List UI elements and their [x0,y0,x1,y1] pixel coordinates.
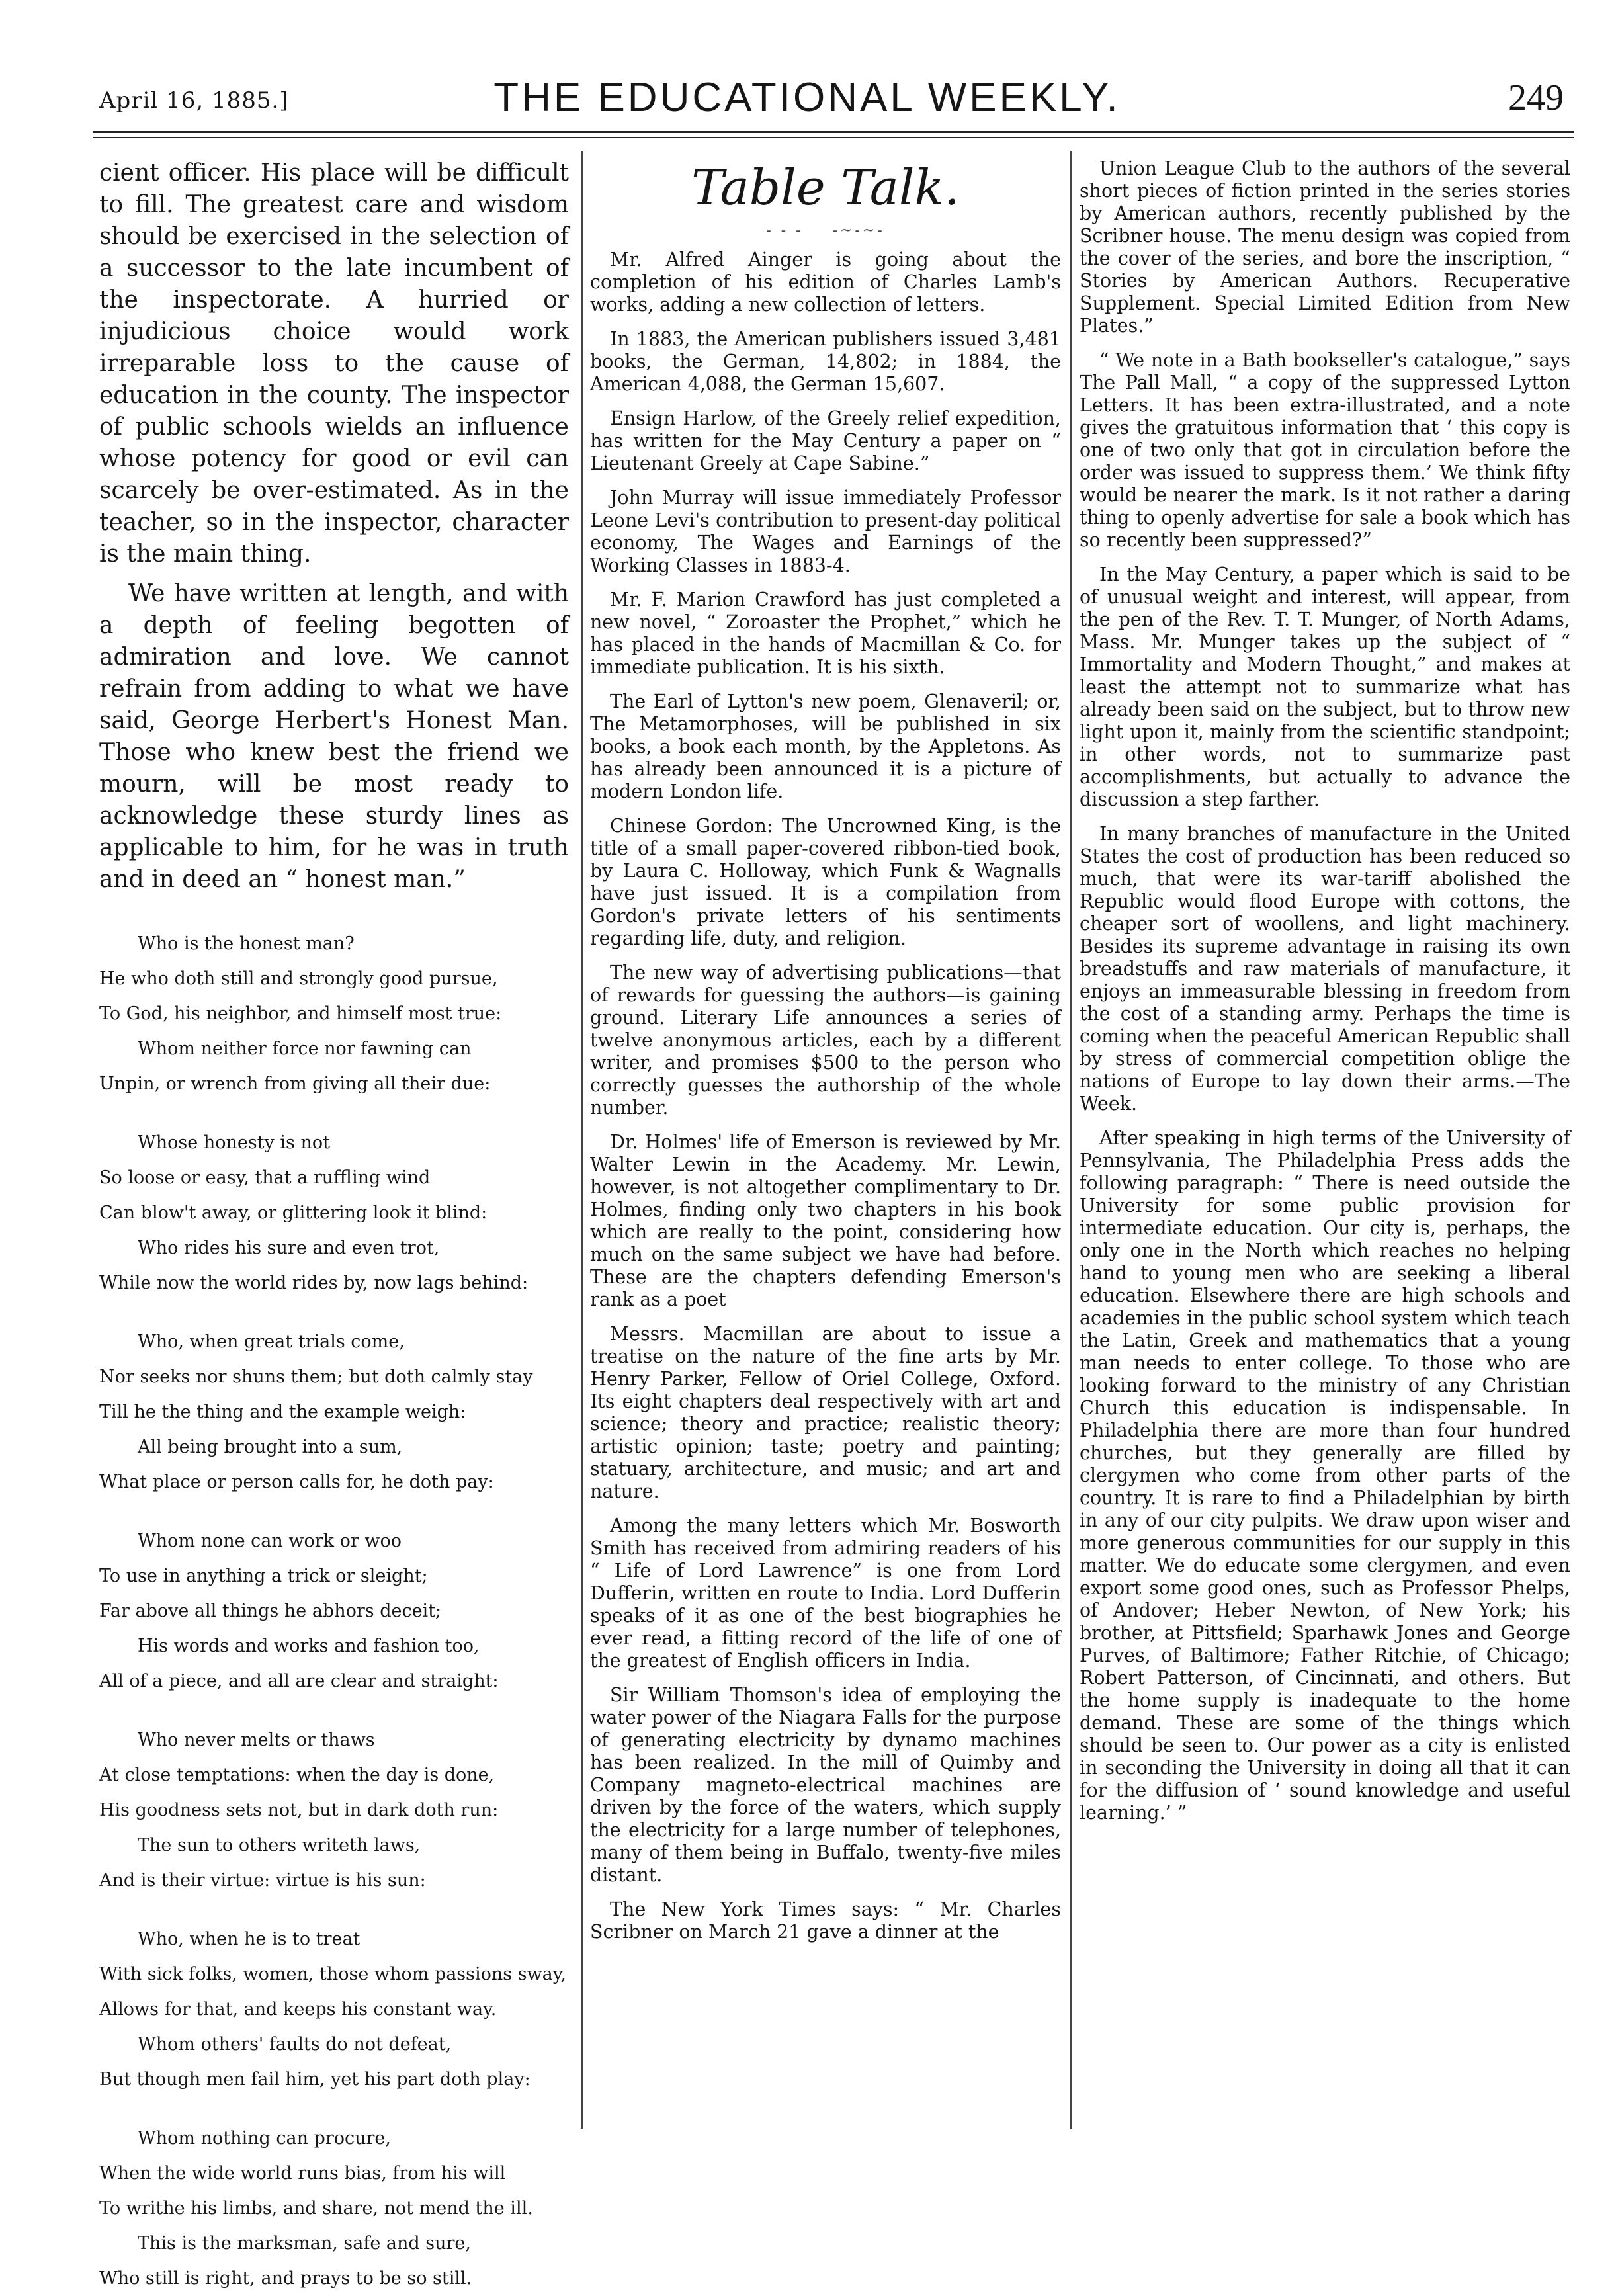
header-rule-thin [93,137,1574,138]
poem-line: But though men fail him, yet his part doth play: [99,2069,531,2090]
news-item: In 1883, the American publishers issued 3,481 books, the German, 14,802; in 1884, the American 4,088, the German 15,607. [590,328,1061,395]
article-paragraph: We have written at length, and with a depth of feeling begotten of admiration and love. We cannot refrain from adding to what we have said, George Herbert's Honest Man. Those who knew best the friend we mourn, will be most ready to acknowledge these sturdy lines as applicable to him, for he was in truth and in deed an “ honest man.” [99,580,569,893]
poem-line: All being brought into a sum, [138,1437,403,1457]
issue-date: April 16, 1885.] [99,87,289,114]
poem-line: Far above all things he abhors deceit; [99,1601,442,1621]
news-item: After speaking in high terms of the University of Pennsylvania, The Philadelphia Press adds the following paragraph: “ There is need outside the University for some public provision for intermediate education. Our city is, perhaps, the only one in the North which reaches no helping hand to young men who are seeking a liberal education. Elsewhere there are high schools and academies in the public school system which teach the Latin, Greek and mathematics that a young man needs to enter college. To those who are looking forward to the ministry of any Christian Church this education is indispensable. In Philadelphia there are more than four hundred churches, but they generally are filled by clergymen who come from other parts of the country. It is rare to find a Philadelphian by birth in any of our city pulpits. We draw upon wiser and more generous communities for our supply in this matter. We do educate some clergymen, and even export some good ones, such as Professor Phelps, of Andover; Heber Newton, of New York; his brother, at Pittsfield; Sparhawk Jones and George Purves, of Baltimore; Father Ritchie, of Chicago; Robert Patterson, of Cincinnati, and others. But the home supply is inadequate to the home demand. These are some of the things which should be seen to. Our power as a city is enlisted in seconding the University in doing all that it can for the diffusion of ‘ sound knowledge and useful learning.’ ” [1080,1127,1570,1824]
news-item: The New York Times says: “ Mr. Charles Scribner on March 21 gave a dinner at the [590,1898,1061,1943]
news-item: Dr. Holmes' life of Emerson is reviewed by Mr. Walter Lewin in the Academy. Mr. Lewin, however, is not altogether complimentary to Dr. Holmes, finding only two chapters in his book which are really to the point, considering how much on the same subject we have had before. These are the chapters defending Emerson's rank as a poet [590,1131,1061,1310]
poem-line: To God, his neighbor, and himself most true: [99,1003,502,1024]
section-heading: Table Talk. [691,159,960,216]
poem-line: Whom none can work or woo [138,1531,402,1551]
poem-line: So loose or easy, that a ruffling wind [99,1168,431,1188]
poem-line: This is the marksman, safe and sure, [138,2233,471,2254]
news-item: John Murray will issue immediately Professor Leone Levi's contribution to present-day political economy, The Wages and Earnings of the Working Classes in 1883-4. [590,487,1061,576]
poem-line: While now the world rides by, now lags behind: [99,1273,529,1293]
poem-line: Whose honesty is not [138,1132,330,1153]
news-item: The Earl of Lytton's new poem, Glenaveril; or, The Metamorphoses, will be published in six books, a book each month, by the Appletons. As has already been announced it is a picture of modern London life. [590,691,1061,802]
poem-line: Who is the honest man? [138,933,355,954]
poem-stanza [99,1922,569,2097]
poem-line: He who doth still and strongly good pursue, [99,968,498,989]
poem-line: Who rides his sure and even trot, [138,1238,440,1258]
poem-line: Who still is right, and prays to be so still. [99,2268,472,2289]
ornament-divider: - - - -~-~- [766,222,885,239]
poem-line: Can blow't away, or glittering look it blind: [99,1203,488,1223]
poem-line: Unpin, or wrench from giving all their due: [99,1074,491,1094]
table-talk-items-continued [1080,157,1570,1824]
poem-line: Whom neither force nor fawning can [138,1039,472,1059]
news-item: In the May Century, a paper which is said to be of unusual weight and interest, will appear, from the pen of the Rev. T. T. Munger, of North Adams, Mass. Mr. Munger takes up the subject of “ Immortality and Modern Thought,” and makes at least the attempt not to summarize what has already been said on the subject, but to throw new light upon it, mainly from the scientific standpoint; in other words, not to summarize past accomplishments, but actually to advance the discussion a step farther. [1080,564,1570,810]
news-item: Ensign Harlow, of the Greely relief expedition, has written for the May Century a paper on “ Lieutenant Greely at Cape Sabine.” [590,407,1061,474]
poem-stanza [99,1523,569,1699]
column-middle [590,157,1061,2129]
poem-line: To writhe his limbs, and share, not mend the ill. [99,2198,533,2219]
poem-stanza [99,926,569,1101]
article-paragraph: cient officer. His place will be difficult to fill. The greatest care and wisdom should be exercised in the selection of a successor to the late incumbent of the inspectorate. A hurried or injudicious choice would work irreparable loss to the cause of education in the county. The inspector of public schools wields an influence whose potency for good or evil can scarcely be over-estimated. As in the teacher, so in the inspector, character is the main thing. [99,159,569,568]
poem-line: Who, when he is to treat [138,1929,361,1949]
poem-line: When the wide world runs bias, from his will [99,2163,506,2184]
header-rule [93,131,1574,133]
news-item: The new way of advertising publications—that of rewards for guessing the authors—is gaining ground. Literary Life announces a series of twelve anonymous articles, each by a different writer, and promises $500 to the person who correctly guesses the authorship of the whole number. [590,962,1061,1119]
news-item: Union League Club to the authors of the several short pieces of fiction printed in the series stories by American authors, recently published by the Scribner house. The menu design was copied from the cover of the series, and bore the inscription, “ Stories by American Authors. Recuperative Supplement. Special Limited Edition from New Plates.” [1080,157,1570,337]
news-item: Mr. F. Marion Crawford has just completed a new novel, “ Zoroaster the Prophet,” which he has placed in the hands of Macmillan & Co. for immediate publication. It is his sixth. [590,589,1061,678]
column-left [99,157,569,2289]
news-item: In many branches of manufacture in the United States the cost of production has been reduced so much, that were its war-tariff abolished the Republic would flood Europe with cottons, the cheaper sort of woollens, and light machinery. Besides its supreme advantage in raising its own breadstuffs and raw materials of manufacture, it enjoys an immeasurable blessing in freedom from the cost of a standing army. Perhaps the time is coming when the peaceful American Republic shall by stress of commercial competition oblige the nations of Europe to lay down their arms.—The Week. [1080,823,1570,1115]
table-talk-items [590,249,1061,1943]
news-item: Chinese Gordon: The Uncrowned King, is the title of a small paper-covered ribbon-tied book, by Laura C. Holloway, which Funk & Wagnalls have just issued. It is a compilation from Gordon's private letters of his sentiments regarding life, duty, and religion. [590,815,1061,949]
poem-honest-man [99,926,569,2296]
news-item: Among the many letters which Mr. Bosworth Smith has received from admiring readers of his “ Life of Lord Lawrence” is one from Lord Dufferin, written en route to India. Lord Dufferin speaks of it as one of the best biographies he ever read, a fitting record of the life of one of the greatest of English officers in India. [590,1515,1061,1672]
column-right [1080,157,1570,2129]
poem-line: To use in anything a trick or sleight; [99,1566,428,1586]
poem-line: Till he the thing and the example weigh: [99,1402,466,1422]
poem-line: At close temptations: when the day is done, [99,1765,495,1785]
poem-stanza [99,1125,569,1300]
poem-line: His words and works and fashion too, [138,1636,480,1656]
column-divider [581,151,583,2129]
poem-line: Allows for that, and keeps his constant way. [99,1999,497,2020]
poem-line: Whom nothing can procure, [138,2128,391,2148]
poem-line: All of a piece, and all are clear and straight: [99,1671,499,1691]
poem-line: Who never melts or thaws [138,1730,375,1750]
poem-line: His goodness sets not, but in dark doth run: [99,1800,499,1820]
news-item: “ We note in a Bath bookseller's catalogue,” says The Pall Mall, “ a copy of the suppressed Lytton Letters. It has been extra-illustrated, and a note gives the gratuitous information that ‘ this copy is one of two only that got in circulation before the order was issued to suppress them.’ We think fifty would be nearer the mark. Is it not rather a daring thing to openly advertise for sale a book which has so recently been suppressed?” [1080,349,1570,551]
poem-line: What place or person calls for, he doth pay: [99,1472,494,1492]
poem-stanza [99,1324,569,1500]
page-number: 249 [1508,77,1564,118]
news-item: Sir William Thomson's idea of employing the water power of the Niagara Falls for the purpose of generating electricity by dynamo machines has been realized. In the mill of Quimby and Company magneto-electrical machines are driven by the force of the waters, which supply the electricity for a large number of telephones, many of them being in Buffalo, twenty-five miles distant. [590,1684,1061,1886]
poem-line: Nor seeks nor shuns them; but doth calmly stay [99,1367,533,1387]
poem-line: Whom others' faults do not defeat, [138,2034,452,2055]
poem-line: With sick folks, women, those whom passions sway, [99,1964,567,1984]
poem-line: And is their virtue: virtue is his sun: [99,1870,426,1891]
poem-stanza [99,1722,569,1898]
poem-line: The sun to others writeth laws, [138,1835,421,1855]
news-item: Mr. Alfred Ainger is going about the completion of his edition of Charles Lamb's works, adding a new collection of letters. [590,249,1061,316]
poem-line: Who, when great trials come, [138,1332,405,1352]
poem-stanza [99,2121,569,2296]
column-divider [1070,151,1072,2129]
news-item: Messrs. Macmillan are about to issue a treatise on the nature of the fine arts by Mr. Henry Parker, Fellow of Oriel College, Oxford. Its eight chapters deal respectively with art and science; theory and practice; realistic theory; artistic opinion; taste; poetry and painting; statuary, architecture, and music; and art and nature. [590,1323,1061,1502]
page-header [0,0,1614,132]
publication-title: THE EDUCATIONAL WEEKLY. [493,75,1121,120]
